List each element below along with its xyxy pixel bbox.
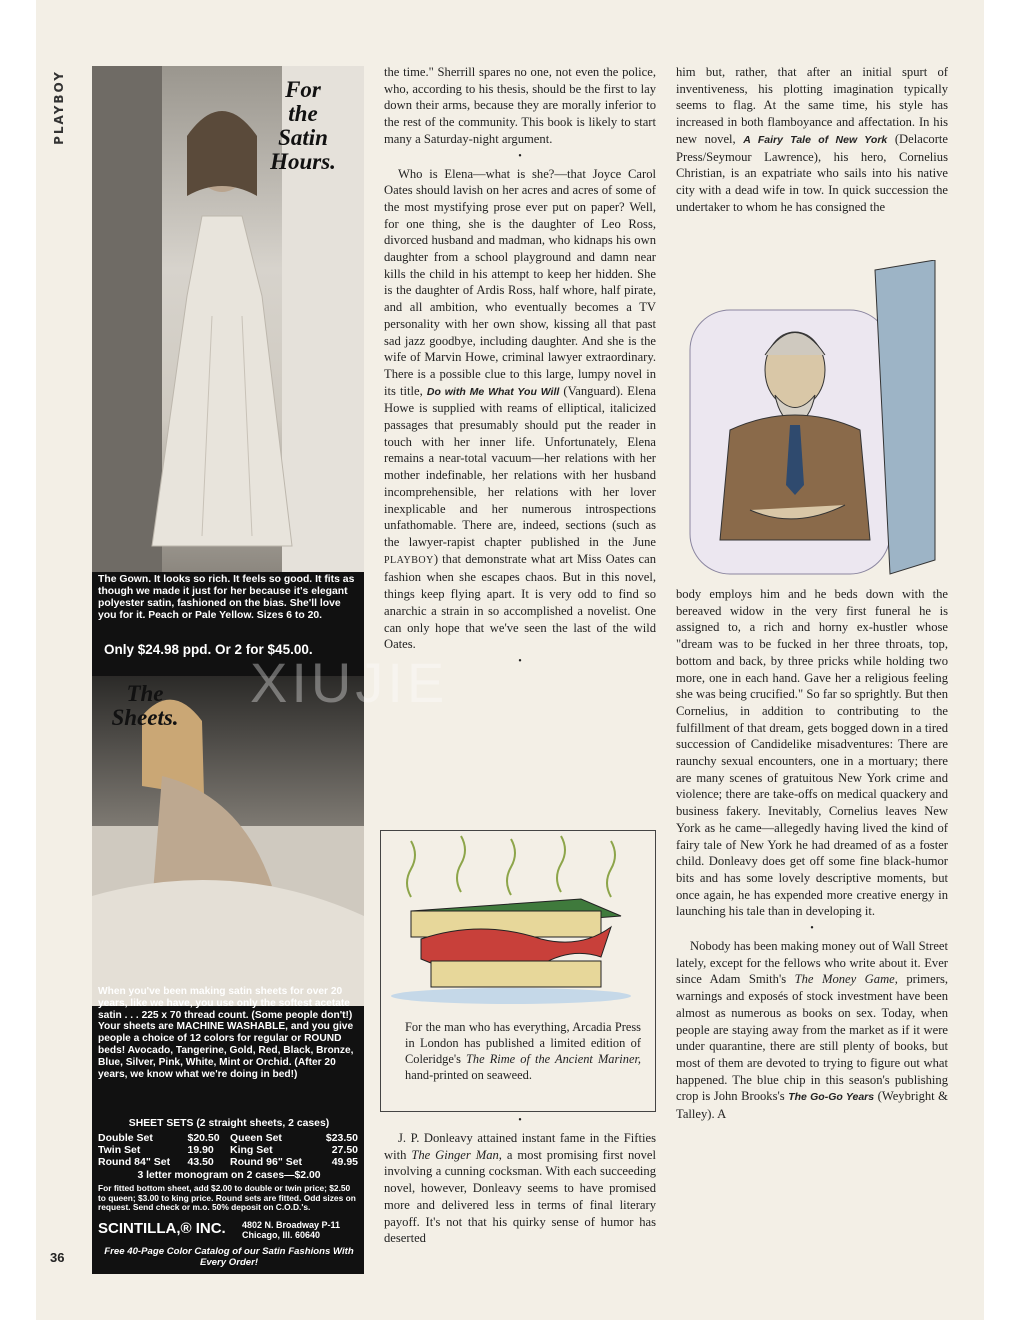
- text-run: him but, rather, that after an initial spurt of inventiveness, his plotting imagination typically seems to flag. At the same time, his style has increased in both flamboyance and affectation. In his new novel,: [676, 65, 948, 146]
- review-column-2-continued: [676, 586, 948, 1123]
- set-name: Twin Set: [98, 1144, 141, 1156]
- company-name: SCINTILLA,® INC.: [98, 1220, 226, 1237]
- sheet-sets-table: [96, 1132, 360, 1168]
- watermark: XIUJIE: [250, 651, 449, 714]
- text-run: J. P. Donleavy attained instant fame in the Fifties with: [384, 1131, 656, 1162]
- headline-line: The: [126, 681, 164, 706]
- paragraph: body employs him and he beds down with the bereaved widow in the very first funeral he is assigned to, a rich and horny ex-hustler whose "dream was to be fucked in her three throats, top, bottom and back, by three pricks while holding two more, one in each hand. Gave her a religious feeling she was being crucified." So far so sprightly. But then Cornelius, in addition to contributing to the fulfillment of that dream, gets bogged down in a tired succession of Candidelike misadventures: There are raunchy sexual encounters, one in a mortuary; there are many scenes of gratuitous New York crime and violence; there are take-offs on medical quackery and business fakery. Inevitably, Cornelius leaves New York as he came—allegedly having lived the kind of fairy tale of New York he had dreamed of as a foster child. Donleavy does get off some fine black-humor bits and has some lovely descriptive moments, but once again, he has expended more creative energy in launching his tale than in developing it.: [676, 587, 948, 919]
- caption-book-title: The Rime of the Ancient Mariner,: [466, 1052, 641, 1066]
- coffin-illustration: [680, 260, 944, 582]
- paragraph: [384, 1130, 656, 1247]
- fine-print: For fitted bottom sheet, add $2.00 to double or twin price; $2.50 to queen; $3.00 to king price. Round sets are fitted. Odd sizes on request. Send check or m.o. 50% deposit on C.O.D.'s.: [98, 1183, 356, 1213]
- company-address: [242, 1220, 358, 1240]
- text-run: a most promising first novel involving a cunning cocksman. With each succeeding novel, however, Donleavy seems to have promised more and delivered less in terms of final literary payoff. It's not that his quirky sense of humor has deserted: [384, 1147, 656, 1246]
- set-price: $20.50: [187, 1132, 220, 1144]
- donleavy-review-start: [384, 1130, 656, 1247]
- text-run: Nobody has been making money out of Wall Street lately, except for the fellows who write about it. Ever since Adam Smith's: [676, 939, 948, 987]
- oates-review: [384, 166, 656, 653]
- set-price: 19.90: [187, 1144, 214, 1156]
- page-number: 36: [50, 1250, 65, 1265]
- playboy-mention: PLAYBOY: [384, 554, 434, 566]
- review-column-2: [676, 64, 948, 215]
- table-row: [96, 1156, 360, 1168]
- table-row: [96, 1144, 360, 1156]
- sheets-headline: [92, 682, 198, 730]
- book-and-fish-illustration: [381, 831, 655, 1011]
- satin-hours-headline: [248, 78, 358, 174]
- set-price: $23.50: [325, 1132, 358, 1144]
- set-name: Queen Set: [229, 1132, 282, 1144]
- text-run: ) that demonstrate what art Miss Oates can fashion when she escapes chaos. But in this novel, things keep flying apart. It is very odd to find so anarchic a strain in so accomplished a novelist. One can only hope that we've seen the last of the wild Oates.: [384, 551, 656, 652]
- gown-price: Only $24.98 ppd. Or 2 for $45.00.: [104, 642, 313, 657]
- scintilla-advertisement: [92, 66, 364, 1274]
- gown-description: [98, 574, 360, 622]
- address-line: Chicago, Ill. 60640: [242, 1230, 321, 1240]
- sheet-sets-header: SHEET SETS (2 straight sheets, 2 cases): [128, 1118, 330, 1129]
- book-title: The Money Game,: [794, 972, 898, 987]
- table-row: [96, 1132, 360, 1144]
- monogram-offer: 3 letter monogram on 2 cases—$2.00: [137, 1170, 321, 1181]
- coffin-corpse-illustration: [680, 260, 944, 582]
- headline-line: For: [285, 77, 321, 102]
- illustration-caption: [405, 1019, 641, 1083]
- address-line: 4802 N. Broadway P-11: [242, 1220, 341, 1230]
- section-bullet: •: [810, 923, 814, 935]
- section-bullet: •: [518, 150, 522, 162]
- set-name: Double Set: [98, 1132, 153, 1144]
- set-price: 27.50: [331, 1144, 358, 1156]
- set-price: 43.50: [187, 1156, 214, 1168]
- headline-line: Hours.: [270, 149, 336, 174]
- headline-line: the: [288, 101, 318, 126]
- caption-text: hand-printed on seaweed.: [405, 1068, 532, 1082]
- headline-line: Sheets.: [111, 705, 179, 730]
- book-title: The Ginger Man,: [411, 1147, 502, 1162]
- section-bullet: •: [518, 1115, 522, 1126]
- book-title: The Go-Go Years: [788, 1091, 875, 1104]
- review-column-1: [384, 64, 656, 671]
- set-price: 49.95: [331, 1156, 358, 1168]
- section-bullet: •: [518, 655, 522, 667]
- set-name: Round 96" Set: [229, 1156, 303, 1168]
- text-run: (Delacorte Press/Seymour Lawrence), his hero, Cornelius Christian, is an expatriate who sails into his native city with a dead wife in tow. In quick succession the undertaker to whom he has consigned the: [676, 131, 948, 214]
- headline-line: Satin: [278, 125, 328, 150]
- text-run: primers, warnings and exposés of stock investment have been almost as numerous as books on sex. Today, when people are staying away from the market as if it were under quarantine, there are still plenty of books, but most of them are devoted to trying to figure out what happened. The blue chip in this season's publishing crop is John Brooks's: [676, 972, 948, 1104]
- gown-text: It looks so rich. It feels so good. It fits as though we made it just for her because it's elegant polyester satin, fashioned on the bias. She'll love you for it. Peach or Pale Yellow. Sizes 6 to 20.: [98, 574, 355, 621]
- book-title: Do with Me What You Will: [426, 385, 560, 398]
- caption-text: For the man who has everything, Arcadia Press in London has published a limited edition of Coleridge's: [405, 1020, 641, 1066]
- seaweed-book-illustration-box: [380, 830, 656, 1112]
- text-run: (Weybright & Talley). A: [676, 1089, 948, 1122]
- set-name: King Set: [229, 1144, 273, 1156]
- wall-street-review: [676, 938, 948, 1123]
- sheets-description: When you've been making satin sheets for over 20 years, like we have, you use only the softest acetate satin . . . 225 x 70 thread count. (Some people don't!) Your sheets are MACHINE WASHABLE, and you give people a choice of 12 colors for regular or ROUND beds! Avocado, Tangerine, Gold, Red, Black, Bronze, Blue, Silver, Pink, White, Mint or Orchid. (After 20 years, we know what we're doing in bed!): [98, 986, 354, 1080]
- set-name: Round 84" Set: [98, 1156, 171, 1168]
- book-title: A Fairy Tale of New York: [743, 133, 888, 146]
- running-head: PLAYBOY: [52, 70, 66, 145]
- text-run: (Vanguard). Elena Howe is supplied with reams of elliptical, italicized passages that presumably should put the reader in touch with her inner life. Unfortunately, Elena remains a near-total vacuum—her relations with her mother indefinable, her relations with her husband incomprehensible, her relations with her lover inexplicable and her numerous introspections unfathomable. There are, indeed, sections (such as the lawyer-rapist chapter published in the June: [384, 383, 656, 549]
- gown-title: The Gown.: [98, 574, 152, 585]
- paragraph: [676, 64, 948, 215]
- catalog-offer: Free 40-Page Color Catalog of our Satin Fashions With Every Order!: [104, 1246, 354, 1268]
- paragraph: the time." Sherrill spares no one, not even the police, who, according to his thesis, should be the first to lay down their arms, because they are morally inferior to the rest of the community. This book is likely to start many a Saturday-night argument.: [384, 65, 656, 146]
- text-run: Who is Elena—what is she?—that Joyce Carol Oates should lavish on her acres and acres of some of the most mystifying prose ever put on paper? Well, for one thing, she is the daughter of Leo Ross, divorced husband and madman, who kidnaps his own daughter from a school playground and damn near kills the child in his attempt to keep her hidden. She is the daughter of Ardis Ross, half whore, half pirate, and all ambition, who eventually becomes a TV personality with her own show, kissing all that past sad jazz goodbye, including daughter. And she is the wife of Marvin Howe, criminal lawyer extraordinary. There is a possible clue to this large, lumpy novel in its title,: [384, 166, 656, 398]
